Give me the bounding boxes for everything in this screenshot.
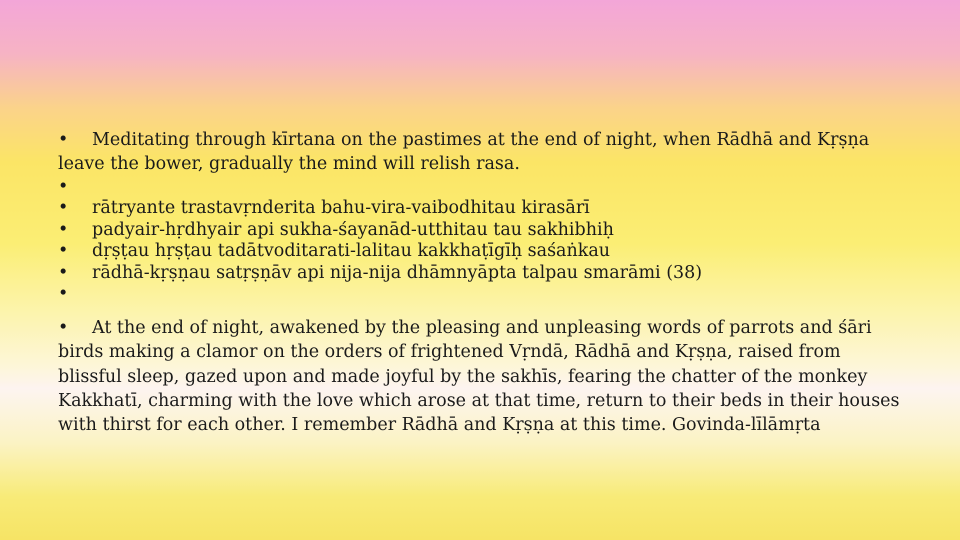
- verse-line-text: padyair-hṛdhyair api sukha-śayanād-utthitau tau sakhibhiḥ: [92, 219, 614, 240]
- verse-line-text: rātryante trastavṛnderita bahu-vira-vaibodhitau kirasārī: [92, 198, 590, 219]
- verse-line: [58, 284, 908, 306]
- bullet-icon: •: [58, 219, 69, 240]
- verse-line: [58, 263, 908, 285]
- bullet-icon: •: [58, 176, 69, 197]
- bullet-icon: •: [58, 317, 69, 338]
- bullet-icon: •: [58, 241, 69, 262]
- slide-content: [58, 128, 908, 438]
- verse-line: [58, 241, 908, 263]
- translation-paragraph: [58, 316, 908, 438]
- verse-line-text: dṛṣṭau hṛṣṭau tadātvoditarati-lalitau kakkhaṭīgīḥ saśaṅkau: [92, 241, 611, 262]
- verse-line: [58, 198, 908, 220]
- translation-text: At the end of night, awakened by the pleasing and unpleasing words of parrots and śāri birds making a clamor on the orders of frightened Vṛndā, Rādhā and Kṛṣṇa, raised from blissful sleep, gazed upon and made joyful by the sakhīs, fearing the chatter of the monkey Kakkhatī, charming with the love which arose at that time, return to their beds in their houses with thirst for each other. I remember Rādhā and Kṛṣṇa at this time. Govinda-līlāmṛta: [58, 317, 900, 436]
- intro-paragraph: [58, 128, 908, 177]
- verse-line: [58, 220, 908, 242]
- bullet-icon: •: [58, 130, 69, 150]
- verse-line: [58, 177, 908, 199]
- bullet-icon: •: [58, 284, 69, 305]
- bullet-icon: •: [58, 198, 69, 219]
- spacer: [58, 306, 908, 316]
- verse-list: [58, 177, 908, 306]
- intro-text: Meditating through kīrtana on the pastimes at the end of night, when Rādhā and Kṛṣṇa leave the bower, gradually the mind will relish rasa.: [58, 130, 870, 175]
- verse-line-text: rādhā-kṛṣṇau satṛṣṇāv api nija-nija dhāmnyāpta talpau smarāmi (38): [92, 262, 703, 283]
- bullet-icon: •: [58, 262, 69, 283]
